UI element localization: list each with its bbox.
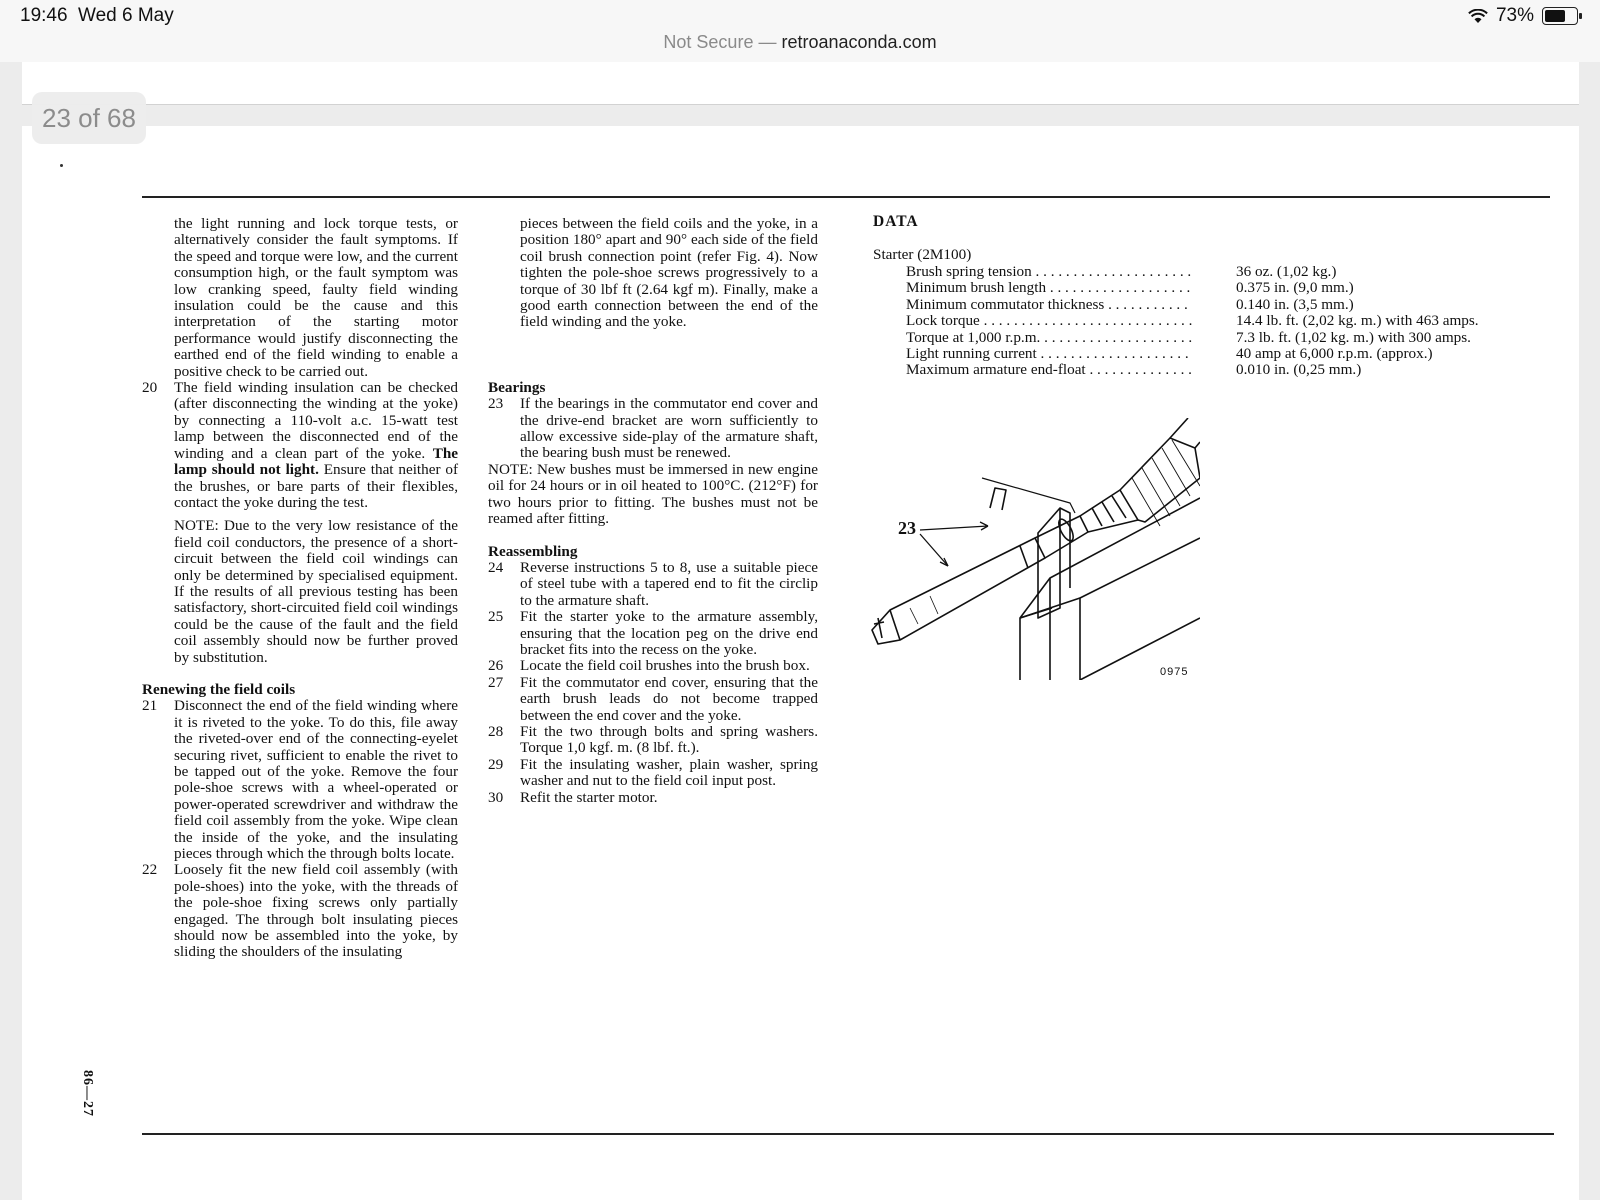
step-text: Locate the field coil brushes into the brush box. (520, 657, 810, 675)
url-separator: — (758, 32, 777, 52)
data-value: 0.010 in. (0,25 mm.) (1236, 361, 1362, 379)
status-time: 19:46 (20, 5, 68, 26)
step-29 (488, 757, 818, 790)
section-heading: Bearings (488, 378, 546, 396)
figure-callout: 23 (898, 518, 916, 538)
step-text: Reverse instructions 5 to 8, use a suitable piece of steel tube with a tapered end to fit the circlip to the armature shaft. (520, 558, 818, 609)
column-left (142, 216, 458, 961)
figure-code: 0975 (1160, 666, 1189, 678)
note-bushes: NOTE: New bushes must be immersed in new engine oil for 24 hours or in oil heated to 100°C. (212°F) for two hours prior to fitting. The bushes must not be reamed after fitting. (488, 460, 818, 528)
step-text: Loosely fit the new field coil assembly (with pole-shoes) into the yoke, with the threads of the pole-shoe fixing screws only partially engaged. The through bolt insulating pieces should now be assembled into the yoke, by sliding the shoulders of the insulating (174, 861, 458, 961)
step-text: Disconnect the end of the field winding where it is riveted to the yoke. To do this, file away the riveted-over end of the connecting-eyelet securing rivet, sufficient to enable the rivet to be tapped out of the yoke. Remove the four pole-shoe screws with a wheel-operated or power-operated screwdriver and withdraw the field coil assembly from the yoke. Wipe clean the inside of the yoke, and the insulating pieces through which the through bolts locate. (174, 697, 458, 863)
step-20-text-b: Ensure that neither of the brushes, or bare parts of their flexibles, contact the yoke during the test. (174, 461, 459, 511)
page-counter: 23 of 68 (32, 92, 146, 144)
note-field-coil: NOTE: Due to the very low resistance of the field coil conductors, the presence of a short-circuit between the field coil windings can only be determined by specialised equipment. If the results of all previous testing has been satisfactory, short-circuited field coil windings could be the cause of the fault and the field coil assembly should now be further proved by substitution. (174, 517, 458, 666)
warning-bold: The lamp should not light. (174, 444, 459, 479)
step-text (174, 380, 458, 511)
step-27 (488, 675, 818, 724)
step-number: 20 (142, 379, 158, 397)
intro-paragraph: the light running and lock torque tests, or alternatively consider the fault symptoms. If the speed and torque were low, and the current consumption high, or the fault symptom was low cranking speed, faulty field winding insulation could be the cause and this interpretation of the starting motor performance would justify disconnecting the earthed end of the field winding to enable a positive check to be carried out. (174, 215, 458, 380)
step-28 (488, 724, 818, 757)
step-26 (488, 658, 818, 674)
step-24 (488, 560, 818, 609)
step-text: Refit the starter motor. (520, 788, 658, 806)
status-date: Wed 6 May (78, 5, 174, 26)
step-number: 21 (142, 697, 158, 715)
data-value: 14.4 lb. ft. (2,02 kg. m.) with 463 amps. (1236, 312, 1479, 330)
data-group-label: Starter (2M100) (873, 246, 972, 263)
step-number: 22 (142, 861, 158, 879)
step-20 (142, 380, 458, 511)
data-label: Lock torque . . . (906, 313, 1192, 329)
battery-percent: 73% (1495, 5, 1534, 26)
data-label: Maximum armature end-float . . . (906, 362, 1192, 378)
continued-paragraph: pieces between the field coils and the yoke, in a position 180° apart and 90° each side of the field coil brush connection point (refer Fig. 4). Now tighten the pole-shoe screws progressively to a torque of 30 lbf ft (2.64 kgf m). Finally, make a good earth connection between the end of the field winding and the yoke. (520, 215, 818, 331)
step-text: If the bearings in the commutator end cover and the drive-end bracket are worn sufficiently to allow excessive side-play of the armature shaft, the bearing bush must be renewed. (520, 395, 818, 462)
step-21 (142, 698, 458, 862)
step-23 (488, 396, 818, 462)
bottom-rule (142, 1133, 1554, 1135)
data-value: 0.140 in. (3,5 mm.) (1236, 295, 1354, 313)
url-domain: retroanaconda.com (781, 32, 937, 52)
data-value: 0.375 in. (9,0 mm.) (1236, 279, 1354, 297)
data-label: Torque at 1,000 r.p.m. . . . (906, 330, 1192, 346)
step-number: 27 (488, 673, 504, 691)
scan-speck (60, 164, 63, 167)
step-20-text-a: The field winding insulation can be checked (after disconnecting the winding at the yoke) by connecting a 110-volt a.c. 15-watt test lamp between the disconnected end of the winding and a clean part of the yoke. (174, 379, 458, 462)
step-text: Fit the insulating washer, plain washer, spring washer and nut to the field coil input post. (520, 755, 818, 790)
data-label: Minimum commutator thickness . . . (906, 297, 1192, 313)
step-22 (142, 862, 458, 960)
step-number: 25 (488, 608, 504, 626)
data-label: Light running current . . . (906, 346, 1192, 362)
data-value: 7.3 lb. ft. (1,02 kg. m.) with 300 amps. (1236, 328, 1471, 346)
column-middle (488, 216, 818, 806)
data-label: Minimum brush length . . . (906, 280, 1192, 296)
top-rule (142, 196, 1550, 198)
armature-illustration (870, 418, 1200, 680)
step-number: 24 (488, 558, 504, 576)
step-25 (488, 609, 818, 658)
step-text: Fit the commutator end cover, ensuring that the earth brush leads do not become trapped between the end cover and the yoke. (520, 673, 818, 724)
step-text: Fit the two through bolts and spring washers. Torque 1,0 kgf. m. (8 lbf. ft.). (520, 722, 818, 757)
data-value: 40 amp at 6,000 r.p.m. (approx.) (1236, 344, 1433, 362)
page-number: 86—27 (80, 1070, 95, 1117)
step-text: Fit the starter yoke to the armature assembly, ensuring that the location peg on the drive end bracket fits into the recess on the yoke. (520, 608, 818, 658)
section-heading: Renewing the field coils (142, 680, 296, 698)
step-number: 23 (488, 395, 504, 413)
step-number: 28 (488, 722, 504, 740)
section-heading: Reassembling (488, 542, 578, 560)
data-value: 36 oz. (1,02 kg.) (1236, 263, 1337, 280)
step-number: 29 (488, 755, 504, 773)
not-secure-label: Not Secure (663, 32, 754, 52)
step-30 (488, 790, 818, 806)
data-heading: DATA (873, 213, 919, 230)
step-number: 30 (488, 788, 504, 806)
data-label: Brush spring tension . . . (906, 264, 1192, 280)
step-number: 26 (488, 657, 504, 675)
